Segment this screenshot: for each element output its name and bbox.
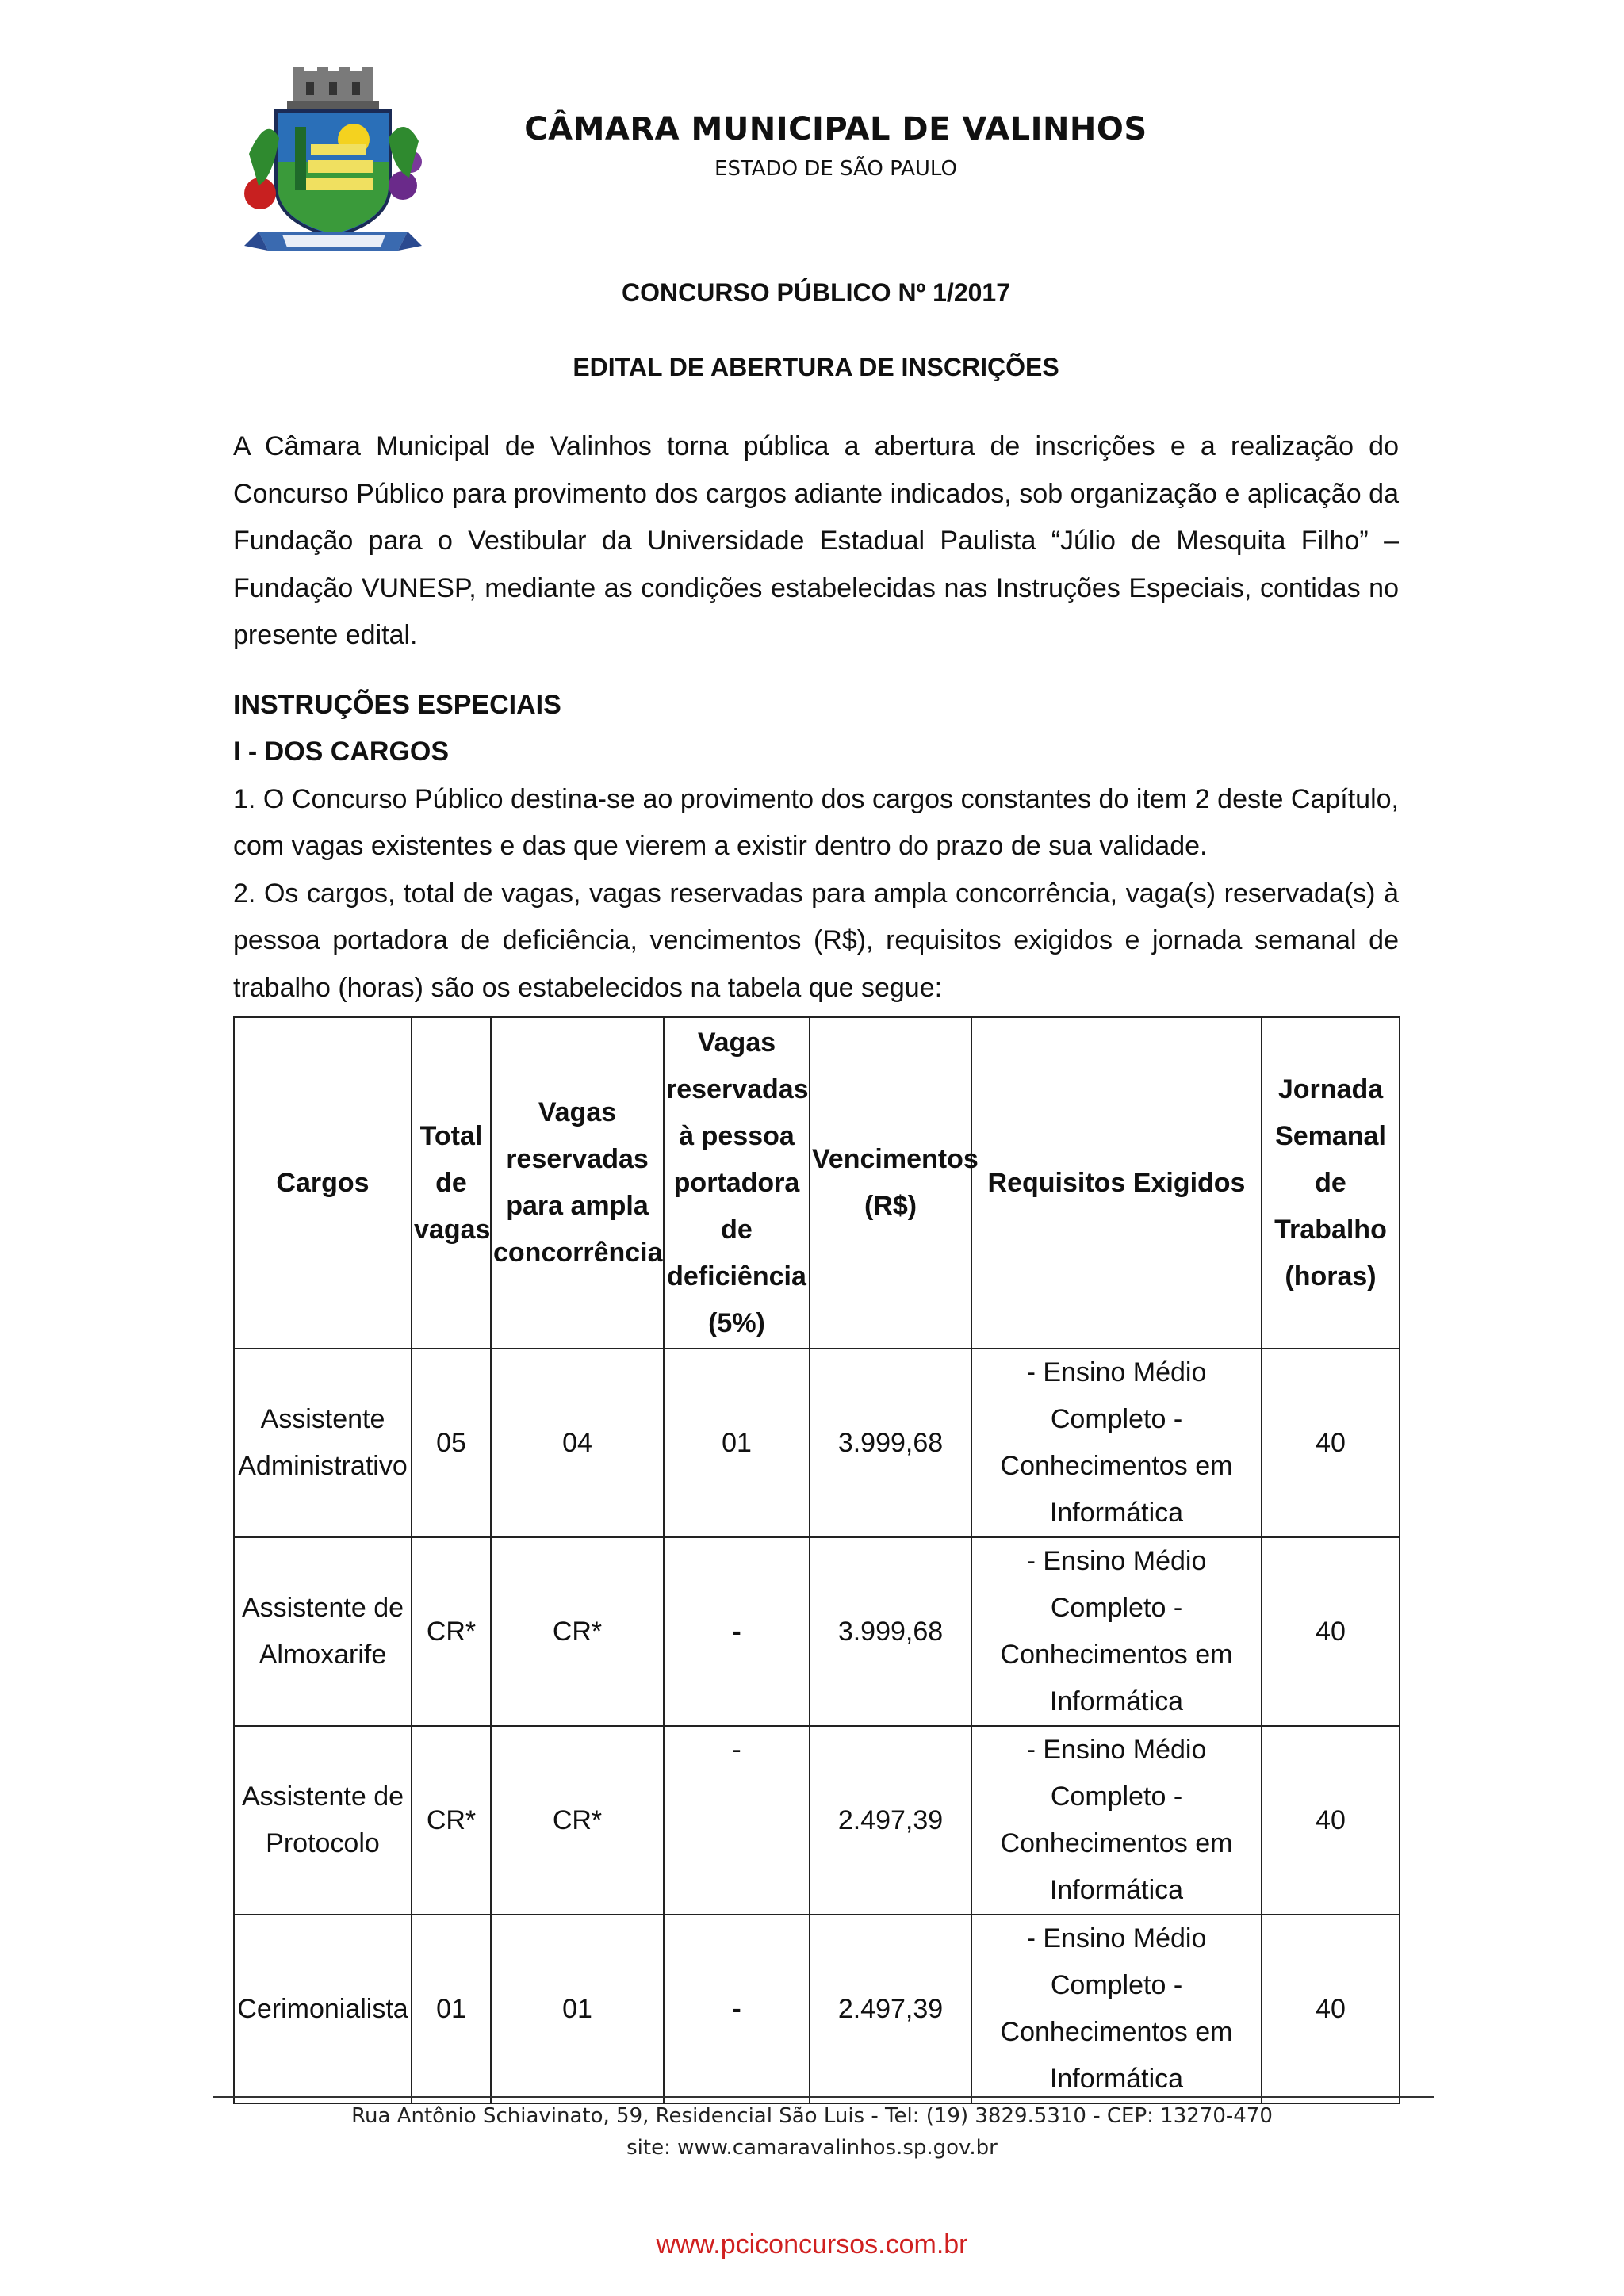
cell-jornada: 40: [1262, 1915, 1400, 2103]
subsection-heading: I - DOS CARGOS: [233, 737, 450, 767]
cell-requisitos: - Ensino Médio Completo - Conhecimentos em Informática: [971, 1537, 1262, 1726]
table-header-row: [234, 1017, 1400, 1349]
cargos-table: [233, 1016, 1400, 2104]
header-vencimentos: Vencimentos (R$): [810, 1017, 971, 1349]
cell-cargo: Assistente de Protocolo: [234, 1726, 412, 1915]
cell-vencimentos: 2.497,39: [810, 1726, 971, 1915]
cell-jornada: 40: [1262, 1726, 1400, 1915]
table-row: [234, 1915, 1400, 2103]
cell-ampla: 04: [491, 1349, 664, 1537]
cell-deficiencia: -: [664, 1915, 810, 2103]
cell-jornada: 40: [1262, 1537, 1400, 1726]
watermark-link[interactable]: www.pciconcursos.com.br: [656, 2229, 968, 2260]
cell-total: CR*: [412, 1726, 491, 1915]
cell-cargo: Assistente de Almoxarife: [234, 1537, 412, 1726]
cell-total: CR*: [412, 1537, 491, 1726]
cell-deficiencia: -: [664, 1726, 810, 1915]
header-total-vagas: Total de vagas: [412, 1017, 491, 1349]
cell-vencimentos: 3.999,68: [810, 1537, 971, 1726]
document-body: [233, 270, 1399, 2104]
cell-total: 05: [412, 1349, 491, 1537]
cell-deficiencia: -: [664, 1537, 810, 1726]
item-1-paragraph: 1. O Concurso Público destina-se ao provimento dos cargos constantes do item 2 deste Capítulo, com vagas existentes e das que vierem a existir dentro do prazo de sua validade.: [233, 783, 1399, 861]
cell-cargo: Cerimonialista: [234, 1915, 412, 2103]
cell-requisitos: - Ensino Médio Completo - Conhecimentos em Informática: [971, 1349, 1262, 1537]
intro-paragraph: A Câmara Municipal de Valinhos torna pública a abertura de inscrições e a realização do Concurso Público para provimento dos cargos adiante indicados, sob organização e aplicação da Fundação para o Vestibular da Universidade Estadual Paulista “Júlio de Mesquita Filho” – Fundação VUNESP, mediante as condições estabelecidas nas Instruções Especiais, contidas no presente edital.: [233, 431, 1399, 650]
section-heading: INSTRUÇÕES ESPECIAIS: [233, 689, 561, 720]
table-row: [234, 1537, 1400, 1726]
cell-ampla: CR*: [491, 1726, 664, 1915]
cell-requisitos: - Ensino Médio Completo - Conhecimentos em Informática: [971, 1726, 1262, 1915]
header-jornada: Jornada Semanal de Trabalho (horas): [1262, 1017, 1400, 1349]
cell-jornada: 40: [1262, 1349, 1400, 1537]
footer-address: Rua Antônio Schiavinato, 59, Residencial São Luis - Tel: (19) 3829.5310 - CEP: 13270-470: [351, 2104, 1273, 2128]
table-row: [234, 1726, 1400, 1915]
edital-title: EDITAL DE ABERTURA DE INSCRIÇÕES: [573, 353, 1059, 381]
contest-title: CONCURSO PÚBLICO Nº 1/2017: [621, 278, 1010, 307]
header-requisitos: Requisitos Exigidos: [971, 1017, 1262, 1349]
cell-total: 01: [412, 1915, 491, 2103]
cell-requisitos: - Ensino Médio Completo - Conhecimentos em Informática: [971, 1915, 1262, 2103]
cell-ampla: CR*: [491, 1537, 664, 1726]
header-cargos: Cargos: [234, 1017, 412, 1349]
cell-ampla: 01: [491, 1915, 664, 2103]
cell-cargo: Assistente Administrativo: [234, 1349, 412, 1537]
cell-deficiencia: 01: [664, 1349, 810, 1537]
footer-site: site: www.camaravalinhos.sp.gov.br: [626, 2136, 998, 2160]
header-title: CÂMARA MUNICIPAL DE VALINHOS: [524, 111, 1147, 147]
cell-vencimentos: 2.497,39: [810, 1915, 971, 2103]
header-vagas-deficiencia: Vagas reservadas à pessoa portadora de deficiência (5%): [664, 1017, 810, 1349]
cell-vencimentos: 3.999,68: [810, 1349, 971, 1537]
header-vagas-ampla: Vagas reservadas para ampla concorrência: [491, 1017, 664, 1349]
table-row: [234, 1349, 1400, 1537]
footer-divider: [213, 2096, 1434, 2098]
item-2-paragraph: 2. Os cargos, total de vagas, vagas reservadas para ampla concorrência, vaga(s) reservada(s) à pessoa portadora de deficiência, vencimentos (R$), requisitos exigidos e jornada semanal de trabalho (horas) são os estabelecidos na tabela que segue:: [233, 878, 1399, 1003]
header-subtitle: ESTADO DE SÃO PAULO: [714, 157, 957, 181]
